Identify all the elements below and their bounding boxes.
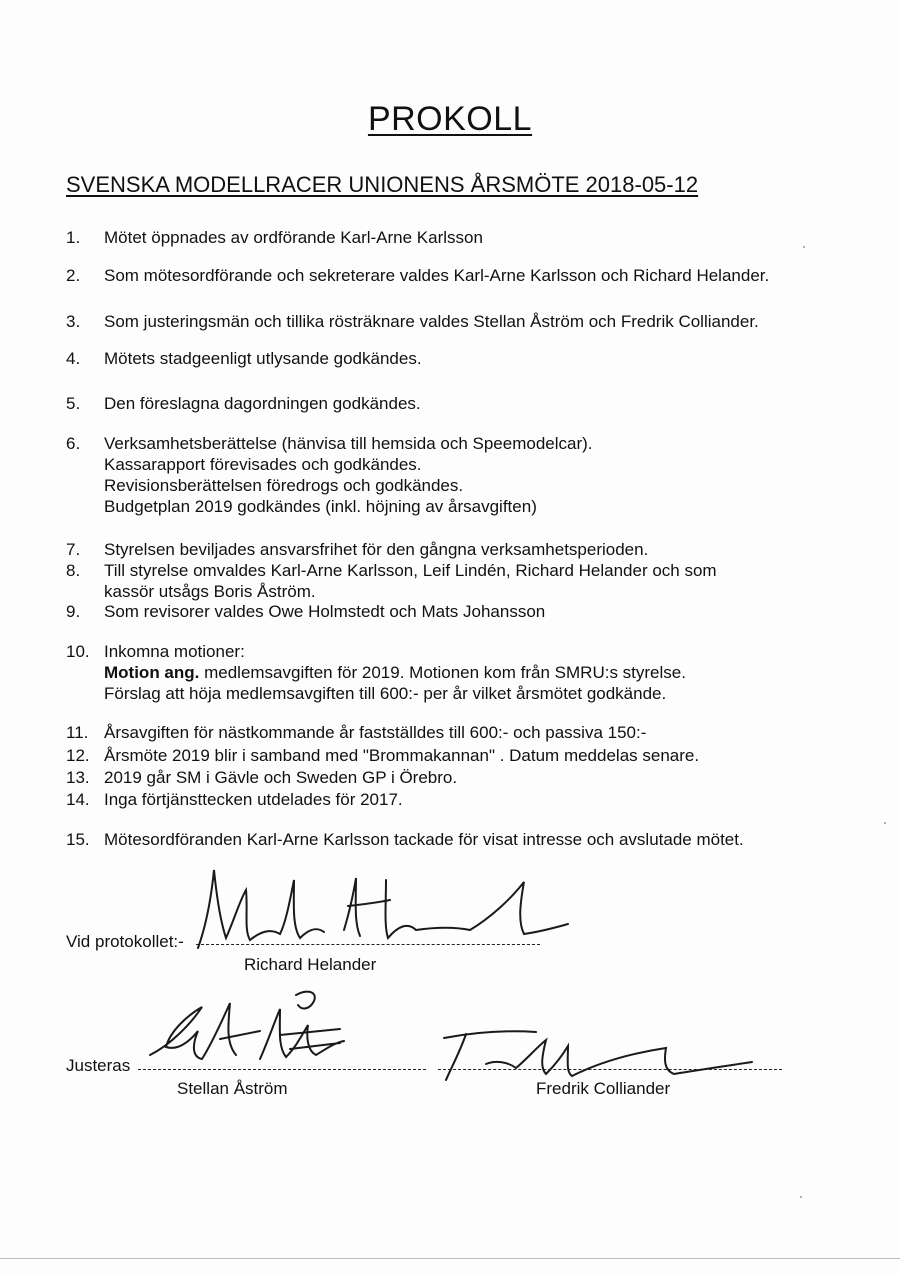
motion-text: medlemsavgiften för 2019. Motionen kom från SMRU:s styrelse. [199, 663, 686, 682]
item-text: Mötesordföranden Karl-Arne Karlsson tackade för visat intresse och avslutade mötet. [104, 830, 744, 849]
item-text: Förslag att höja medlemsavgiften till 600:- per år vilket årsmötet godkände. [104, 684, 667, 703]
item-text: Kassarapport förevisades och godkändes. [104, 455, 422, 474]
item-text: Mötet öppnades av ordförande Karl-Arne Karlsson [104, 228, 483, 247]
item-number: 8. [66, 561, 81, 580]
motion-line [104, 662, 686, 683]
item-number: 15. [66, 830, 90, 849]
item-number: 10. [66, 642, 90, 661]
adjust-label: Justeras [66, 1056, 131, 1075]
item-text: Inkomna motioner: [104, 642, 245, 661]
motion-label: Motion ang. [104, 663, 200, 682]
item-number: 14. [66, 790, 90, 809]
protocol-label: Vid protokollet:- [66, 932, 184, 951]
item-number: 13. [66, 768, 90, 787]
item-text: Styrelsen beviljades ansvarsfrihet för den gångna verksamhetsperioden. [104, 540, 649, 559]
item-number: 12. [66, 746, 90, 765]
item-number: 4. [66, 349, 81, 368]
adjuster2-signature [436, 1018, 756, 1088]
adjuster1-name: Stellan Åström [177, 1079, 288, 1098]
scan-speck [803, 246, 805, 248]
item-number: 3. [66, 312, 81, 331]
item-number: 6. [66, 434, 81, 453]
item-text: 2019 går SM i Gävle och Sweden GP i Örebro. [104, 768, 458, 787]
document-subtitle: SVENSKA MODELLRACER UNIONENS ÅRSMÖTE 2018-05-12 [66, 172, 699, 197]
item-text: Som justeringsmän och tillika rösträknare valdes Stellan Åström och Fredrik Colliander. [104, 312, 759, 331]
item-text: Till styrelse omvaldes Karl-Arne Karlsson, Leif Lindén, Richard Helander och som [104, 561, 717, 580]
adjuster1-signature [140, 985, 360, 1075]
item-text: Revisionsberättelsen föredrogs och godkändes. [104, 476, 464, 495]
item-text: Inga förtjänsttecken utdelades för 2017. [104, 790, 403, 809]
item-number: 2. [66, 266, 81, 285]
item-number: 11. [66, 723, 89, 742]
protocol-signature [190, 860, 570, 955]
scan-speck [884, 822, 886, 824]
item-text: Som revisorer valdes Owe Holmstedt och Mats Johansson [104, 602, 546, 621]
item-text: Mötets stadgeenligt utlysande godkändes. [104, 349, 422, 368]
item-text: Som mötesordförande och sekreterare valdes Karl-Arne Karlsson och Richard Helander. [104, 266, 770, 285]
item-number: 1. [66, 228, 81, 247]
scan-speck [800, 1196, 802, 1198]
item-text: Verksamhetsberättelse (hänvisa till hemsida och Speemodelcar). [104, 434, 593, 453]
item-number: 9. [66, 602, 81, 621]
adjuster2-name: Fredrik Colliander [536, 1079, 671, 1098]
item-text: Budgetplan 2019 godkändes (inkl. höjning av årsavgiften) [104, 497, 537, 516]
document-title: PROKOLL [367, 100, 533, 138]
item-text: Årsmöte 2019 blir i samband med "Brommakannan" . Datum meddelas senare. [104, 746, 700, 765]
item-text: Årsavgiften för nästkommande år fastställdes till 600:- och passiva 150:- [104, 723, 647, 742]
item-number: 5. [66, 394, 81, 413]
item-text: Den föreslagna dagordningen godkändes. [104, 394, 421, 413]
page-edge [0, 1258, 900, 1259]
item-text: kassör utsågs Boris Åström. [104, 582, 316, 601]
protocol-signer-name: Richard Helander [244, 955, 377, 974]
item-number: 7. [66, 540, 81, 559]
